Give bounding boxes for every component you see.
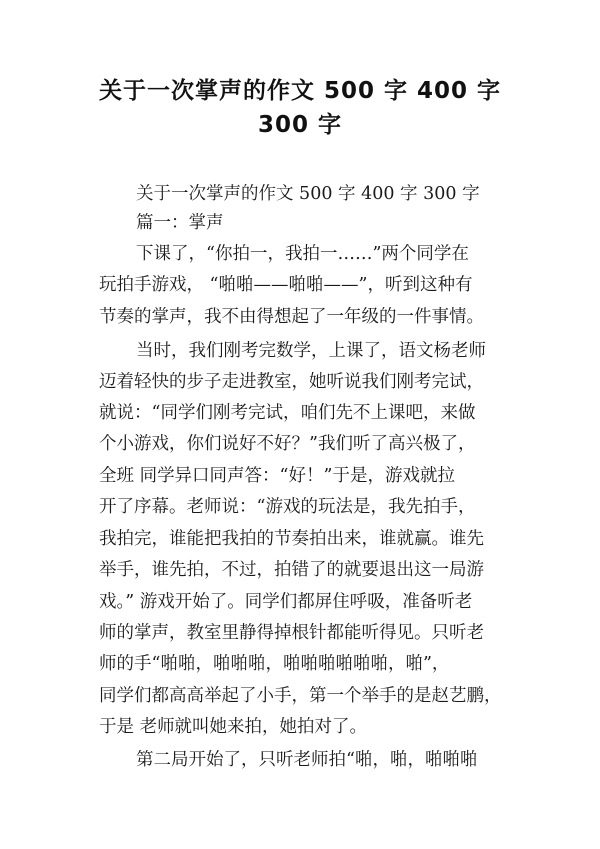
body-line: 于是 老师就叫她来拍，她拍对了。: [99, 717, 368, 737]
document-title-line-1: 关于一次掌声的作文 500 字 400 字: [98, 78, 502, 104]
document-title-line-2: 300 字: [257, 112, 343, 138]
body-line: 戏。” 游戏开始了。同学们都屏住呼吸，准备听老: [99, 592, 473, 612]
body-line: 当时，我们刚考完数学，上课了，语文杨老师: [136, 341, 486, 361]
body-line: 我拍完，谁能把我拍的节奏拍出来，谁就赢。谁先: [99, 529, 484, 549]
body-line: 节奏的掌声，我不由得想起了一年级的一件事情。: [99, 307, 484, 327]
body-line: 就说：“同学们刚考完试，咱们先不上课吧，来做: [99, 403, 476, 423]
body-line: 篇一：掌声: [136, 213, 224, 233]
body-line: 迈着轻快的步子走进教室，她听说我们刚考完试，: [99, 372, 484, 392]
body-line: 个小游戏，你们说好不好？”我们听了高兴极了，: [99, 434, 476, 454]
body-line: 下课了，“你拍一，我拍一……”两个同学在: [136, 244, 469, 264]
body-line: 师的掌声，教室里静得掉根针都能听得见。只听老: [99, 623, 484, 643]
body-line: 全班 同学异口同声答：“好！”于是，游戏就拉: [99, 466, 455, 486]
body-line: 第二局开始了，只听老师拍“啪，啪，啪啪啪: [136, 750, 478, 770]
body-line: 举手，谁先拍，不过，拍错了的就要退出这一局游: [99, 560, 484, 580]
body-line: 关于一次掌声的作文 500 字 400 字 300 字: [136, 184, 480, 204]
body-line: 师的手“啪啪，啪啪啪，啪啪啪啪啪啪，啪”，: [99, 654, 450, 674]
body-line: 同学们都高高举起了小手，第一个举手的是赵艺鹏，: [99, 686, 502, 706]
body-line: 玩拍手游戏， “啪啪——啪啪——”，听到这种有: [99, 275, 473, 295]
body-line: 开了序幕。老师说：“游戏的玩法是，我先拍手，: [99, 497, 476, 517]
